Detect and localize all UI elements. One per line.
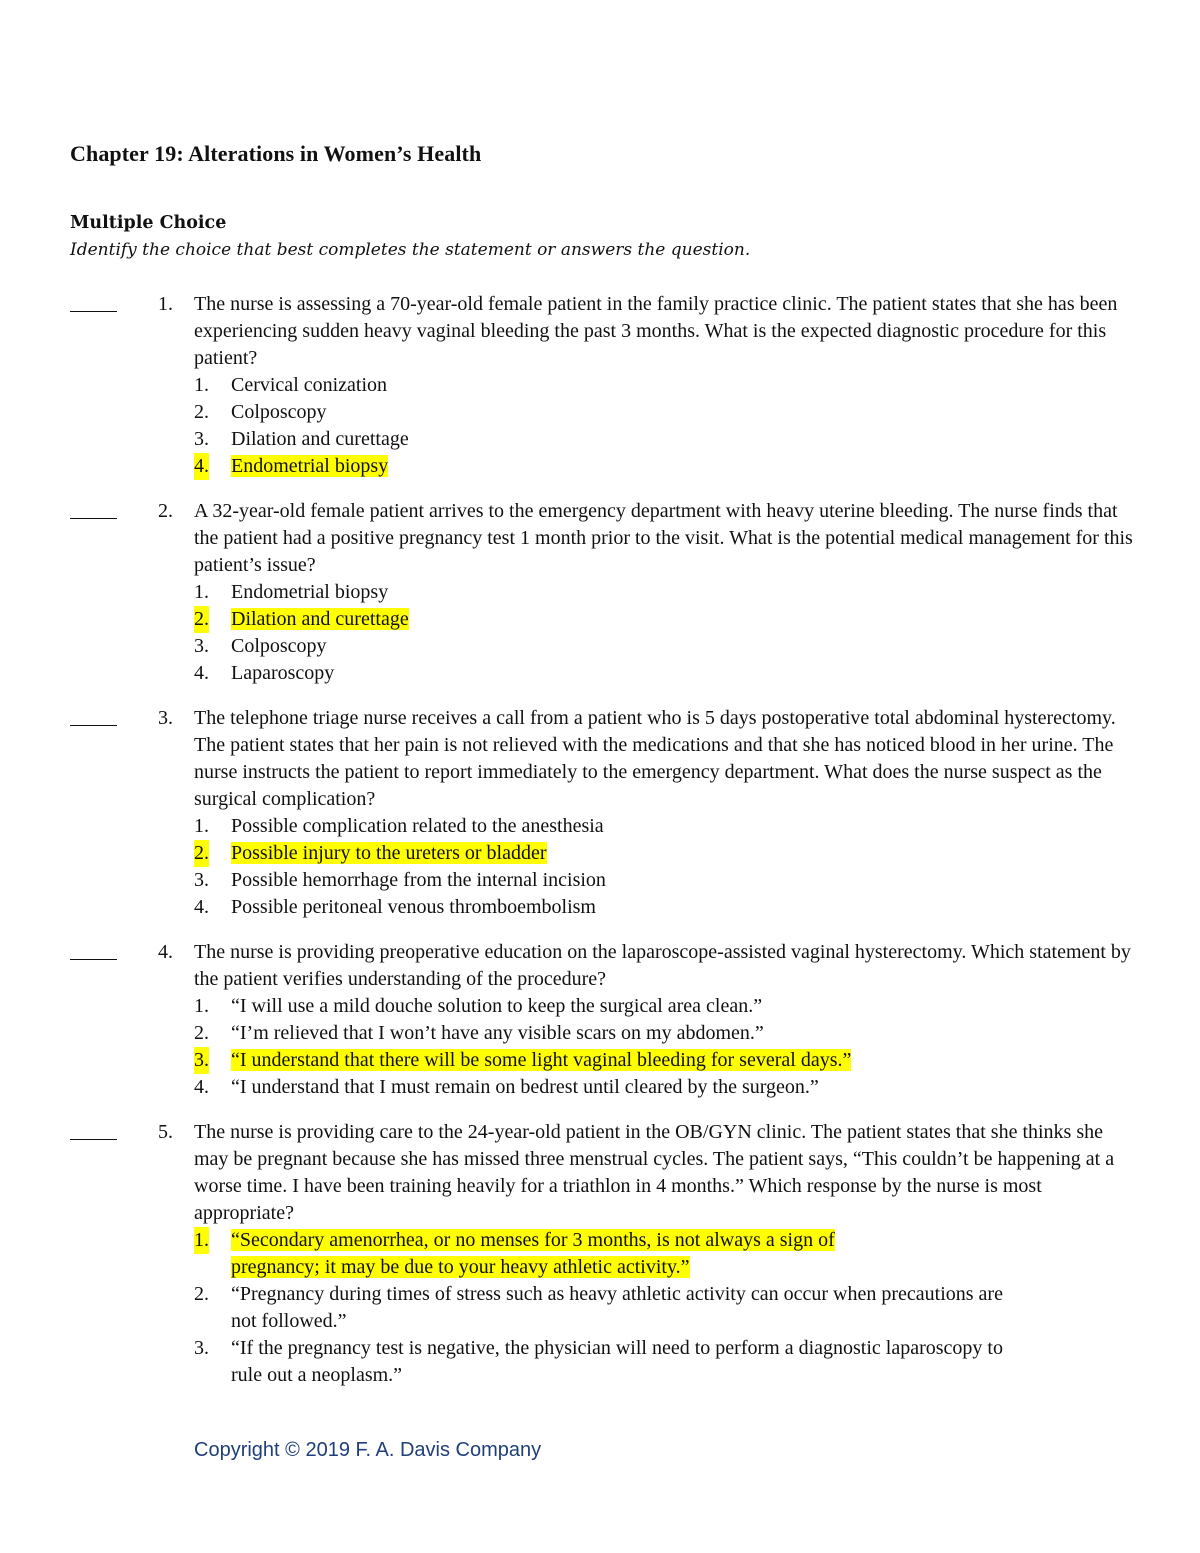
chapter-title: Chapter 19: Alterations in Women’s Health xyxy=(70,141,482,166)
section-heading: Multiple Choice xyxy=(70,213,227,233)
option-text: “If the pregnancy test is negative, the physician will need to perform a diagnostic laparoscopy to rule out a neoplasm.” xyxy=(231,1337,1003,1386)
question-stem: The nurse is assessing a 70-year-old female patient in the family practice clinic. The patient states that she has been experiencing sudden heavy vaginal bleeding the past 3 months. What is the expected diagnostic procedure for this patient? xyxy=(194,293,1118,369)
question-stem: The telephone triage nurse receives a call from a patient who is 5 days postoperative total abdominal hysterectomy. The patient states that her pain is not relieved with the medications and that she has noticed blood in her urine. The nurse instructs the patient to report immediately to the emergency department. What does the nurse suspect as the surgical complication? xyxy=(194,707,1116,810)
section-instruction: Identify the choice that best completes the statement or answers the question. xyxy=(70,240,751,260)
copyright-footer: Copyright © 2019 F. A. Davis Company xyxy=(194,1439,542,1461)
option xyxy=(194,1020,1094,1047)
option xyxy=(194,1281,1014,1335)
option-text: “I understand that I must remain on bedrest until cleared by the surgeon.” xyxy=(231,1076,819,1098)
option-number: 2. xyxy=(194,401,209,423)
question-2 xyxy=(0,498,1200,687)
option-number: 4. xyxy=(194,896,209,918)
option-text: “Secondary amenorrhea, or no menses for 3 months, is not always a sign of pregnancy; it may be due to your heavy athletic activity.” xyxy=(231,1229,835,1278)
question-1 xyxy=(0,291,1200,480)
option xyxy=(194,993,1094,1020)
option-number: 4. xyxy=(194,1076,209,1098)
option-number: 4. xyxy=(194,453,209,480)
option-text: Possible injury to the ureters or bladder xyxy=(231,842,547,864)
option-number: 1. xyxy=(194,815,209,837)
question-number: 4. xyxy=(158,941,173,963)
option-number: 3. xyxy=(194,635,209,657)
option-text: Colposcopy xyxy=(231,635,327,657)
question-stem: The nurse is providing care to the 24-year-old patient in the OB/GYN clinic. The patient states that she thinks she may be pregnant because she has missed three menstrual cycles. The patient says, “This couldn’t be happening at a worse time. I have been training heavily for a triathlon in 4 months.” Which response by the nurse is most appropriate? xyxy=(194,1121,1115,1224)
option-text: Dilation and curettage xyxy=(231,608,409,630)
option-highlighted xyxy=(194,1227,914,1281)
option xyxy=(194,813,1094,840)
option-number: 1. xyxy=(194,581,209,603)
answer-blank xyxy=(70,518,117,519)
question-number: 1. xyxy=(158,293,173,315)
option xyxy=(194,660,1094,687)
option-text: Dilation and curettage xyxy=(231,428,409,450)
option xyxy=(194,579,1094,606)
option-text: Endometrial biopsy xyxy=(231,581,389,603)
answer-blank xyxy=(70,959,117,960)
option xyxy=(194,1074,1094,1101)
option-number: 2. xyxy=(194,1283,209,1305)
option-number: 2. xyxy=(194,840,209,867)
option-text: “I’m relieved that I won’t have any visible scars on my abdomen.” xyxy=(231,1022,764,1044)
option-number: 4. xyxy=(194,662,209,684)
question-number: 3. xyxy=(158,707,173,729)
option-text: “I understand that there will be some light vaginal bleeding for several days.” xyxy=(231,1049,852,1071)
option-number: 1. xyxy=(194,1227,209,1254)
option-text: Possible hemorrhage from the internal incision xyxy=(231,869,606,891)
option xyxy=(194,372,1094,399)
option-number: 3. xyxy=(194,869,209,891)
question-stem: The nurse is providing preoperative education on the laparoscope-assisted vaginal hysterectomy. Which statement by the patient verifies understanding of the procedure? xyxy=(194,941,1131,990)
option-number: 2. xyxy=(194,606,209,633)
option-number: 3. xyxy=(194,1337,209,1359)
answer-blank xyxy=(70,725,117,726)
question-stem: A 32-year-old female patient arrives to the emergency department with heavy uterine bleeding. The nurse finds that the patient had a positive pregnancy test 1 month prior to the visit. What is the potential medical management for this patient’s issue? xyxy=(194,500,1133,576)
option-text: Colposcopy xyxy=(231,401,327,423)
option-number: 3. xyxy=(194,1047,209,1074)
option-text: Laparoscopy xyxy=(231,662,335,684)
option xyxy=(194,867,1094,894)
option xyxy=(194,426,1094,453)
option-number: 3. xyxy=(194,428,209,450)
option-highlighted xyxy=(194,1047,1094,1074)
option-highlighted xyxy=(194,840,1094,867)
answer-blank xyxy=(70,1139,117,1140)
answer-blank xyxy=(70,311,117,312)
option-text: “I will use a mild douche solution to keep the surgical area clean.” xyxy=(231,995,763,1017)
option-text: Possible peritoneal venous thromboembolism xyxy=(231,896,596,918)
option xyxy=(194,1335,1014,1389)
question-4 xyxy=(0,939,1200,1101)
option-text: Cervical conization xyxy=(231,374,388,396)
option-highlighted xyxy=(194,606,1094,633)
option-text: Endometrial biopsy xyxy=(231,455,389,477)
option-highlighted xyxy=(194,453,1094,480)
question-number: 2. xyxy=(158,500,173,522)
option xyxy=(194,399,1094,426)
option-number: 1. xyxy=(194,374,209,396)
option-text: Possible complication related to the anesthesia xyxy=(231,815,604,837)
question-number: 5. xyxy=(158,1121,173,1143)
option xyxy=(194,633,1094,660)
question-5 xyxy=(0,1119,1200,1389)
option-text: “Pregnancy during times of stress such as heavy athletic activity can occur when precautions are not followed.” xyxy=(231,1283,1003,1332)
option-number: 2. xyxy=(194,1022,209,1044)
option xyxy=(194,894,1094,921)
question-list xyxy=(0,291,1200,1407)
option-number: 1. xyxy=(194,995,209,1017)
question-3 xyxy=(0,705,1200,921)
